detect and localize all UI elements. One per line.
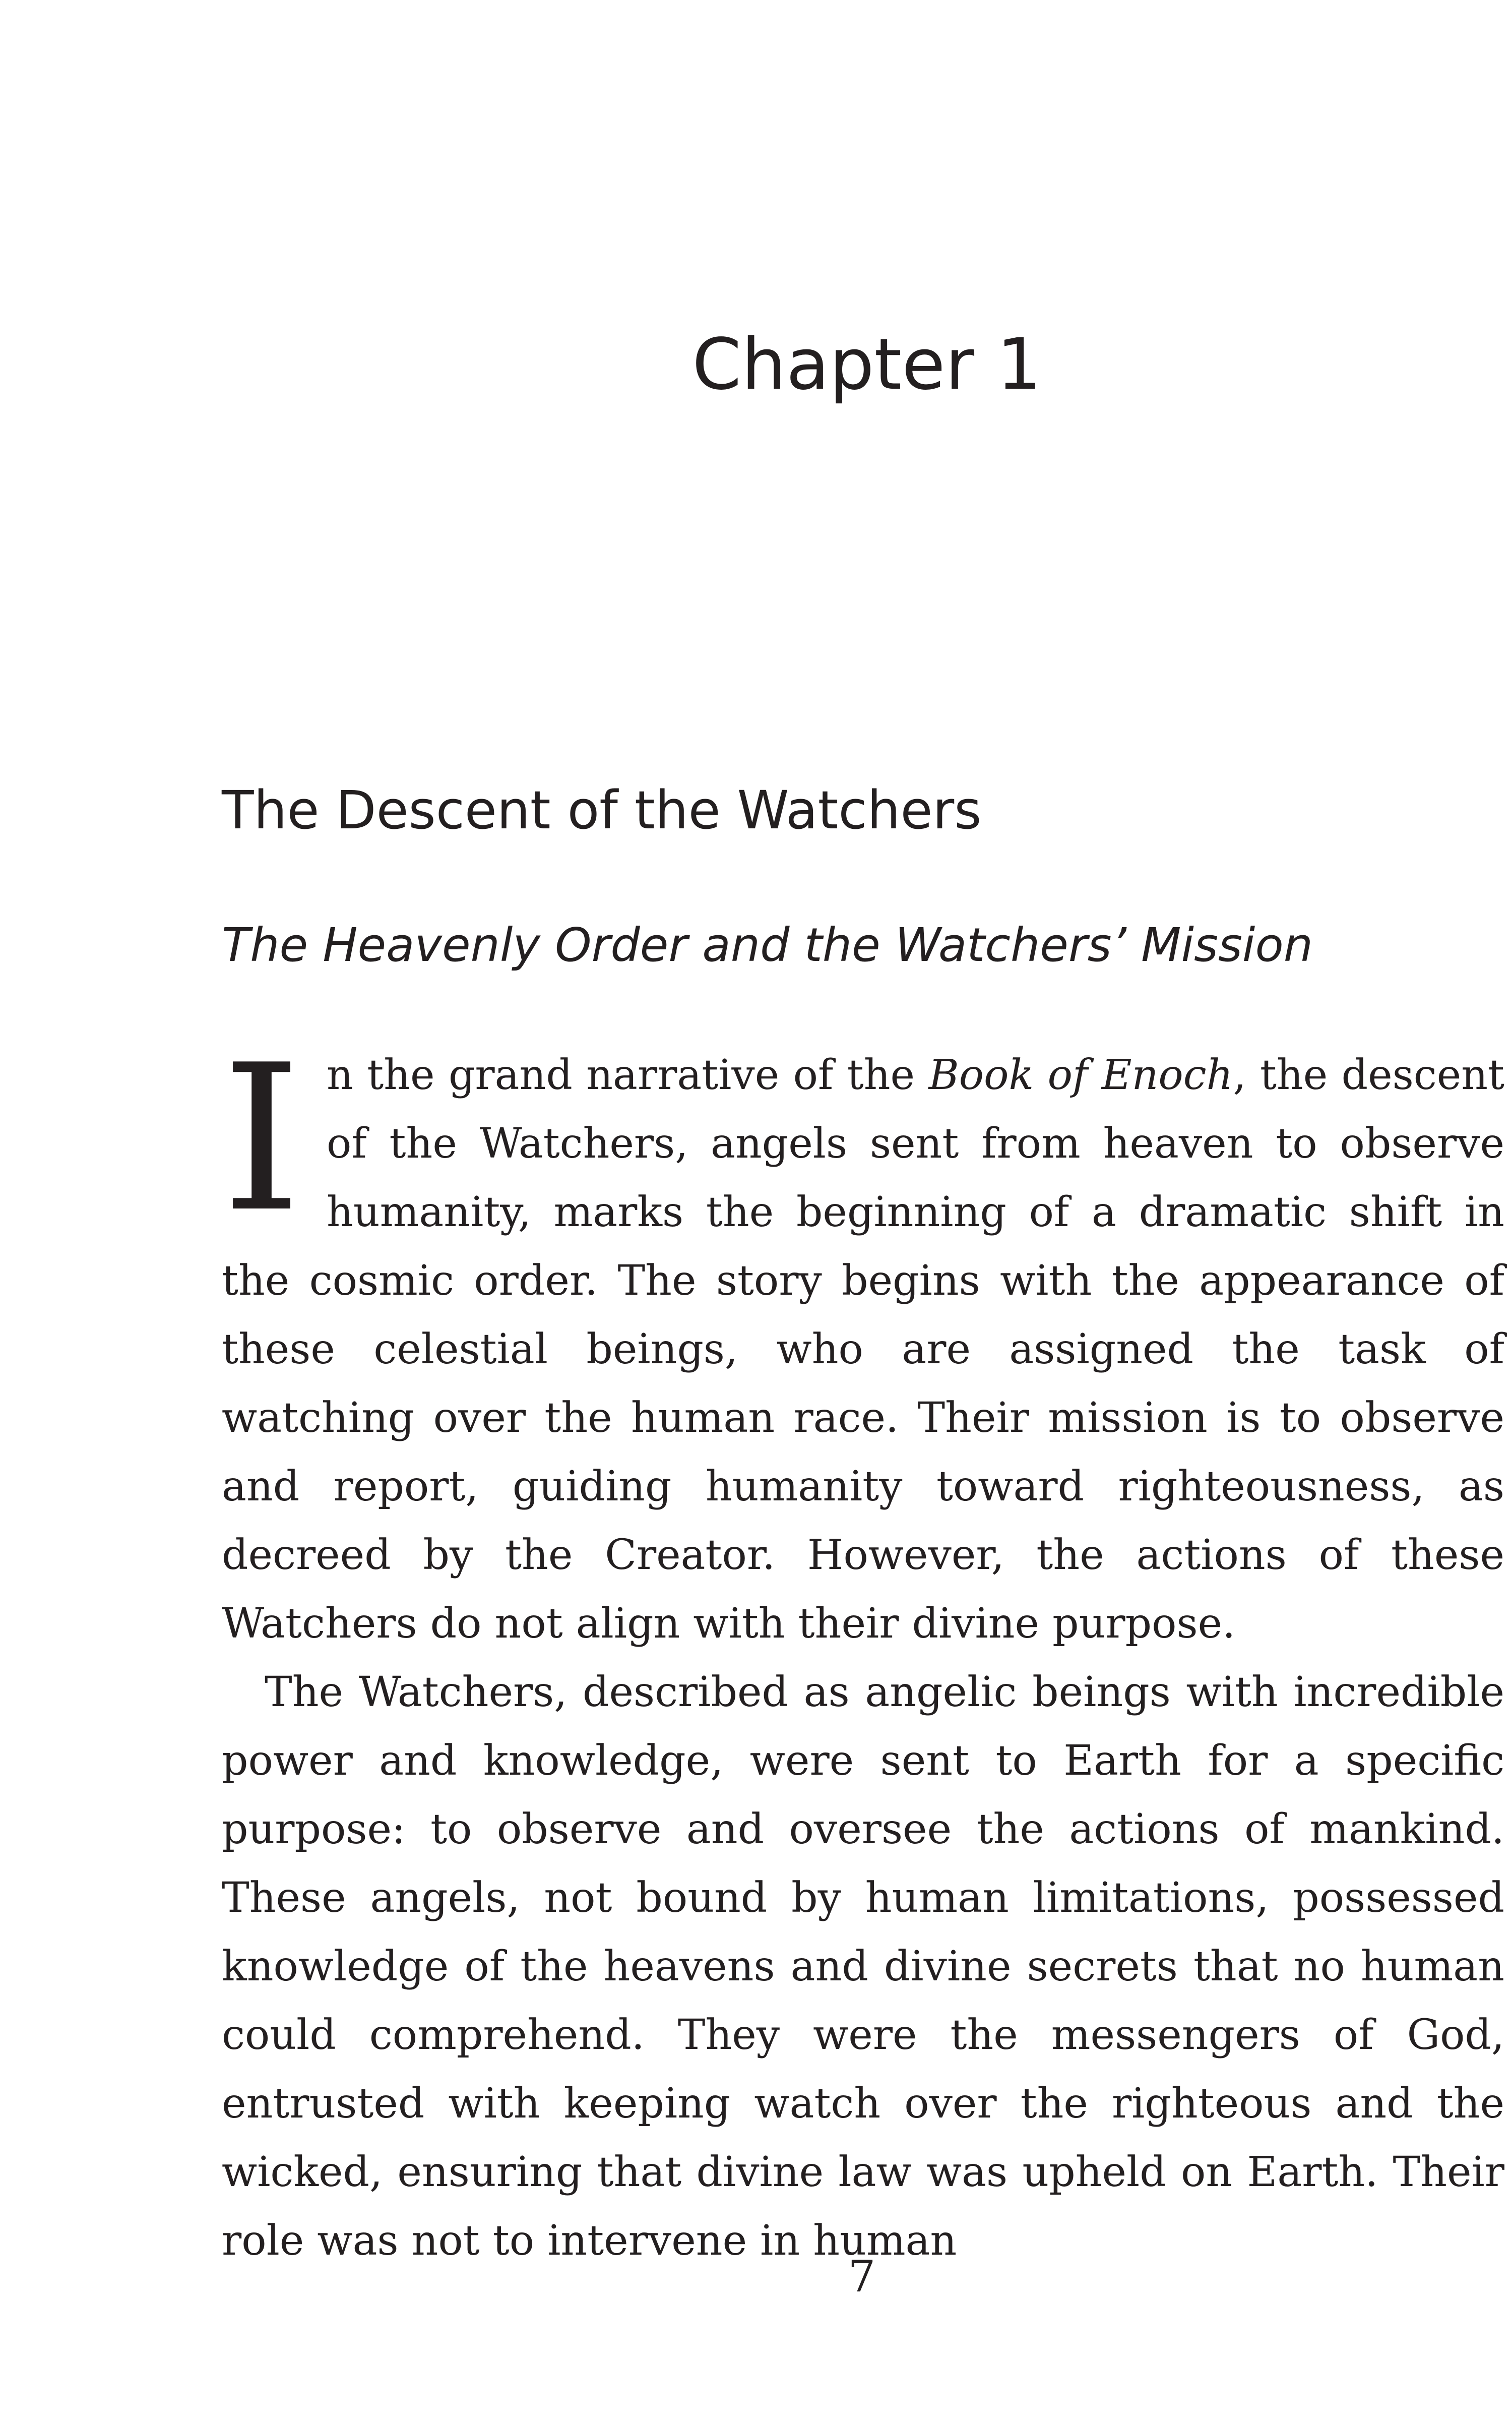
section-title: The Descent of the Watchers [222,779,982,841]
body-text [222,1022,1504,2275]
paragraph-2: The Watchers, described as angelic beings with incredible power and knowledge, were sent to Earth for a specific purpose: to observe and oversee the actions of mankind. These angels, not bound by human limitations, possessed knowledge of the heavens and divine secrets that no human could comprehend. They were the messengers of God, entrusted with keeping watch over the righteous and the wicked, ensuring that divine law was upheld on Earth. Their role was not to intervene in human [222,1668,1504,2265]
paragraph-1 [222,1022,1504,1658]
paragraph-1-rest: , the descent of the Watchers, angels sent from heaven to observe humanity, marks the beginning of a dramatic shift in the cosmic order. The story begins with the appearance of these celestial beings, who are assigned the task of watching over the human race. Their mission is to observe and report, guiding humanity toward righteousness, as decreed by the Creator. However, the actions of these Watchers do not align with their divine purpose. [222,1051,1504,1648]
drop-cap: I [222,1022,302,1256]
book-title: Book of Enoch [928,1051,1233,1099]
paragraph-1-lead: n the grand narrative of the [327,1051,929,1099]
chapter-heading: Chapter 1 [692,324,1042,406]
subsection-title: The Heavenly Order and the Watchers’ Mission [222,918,1313,972]
page-number: 7 [848,2252,876,2302]
